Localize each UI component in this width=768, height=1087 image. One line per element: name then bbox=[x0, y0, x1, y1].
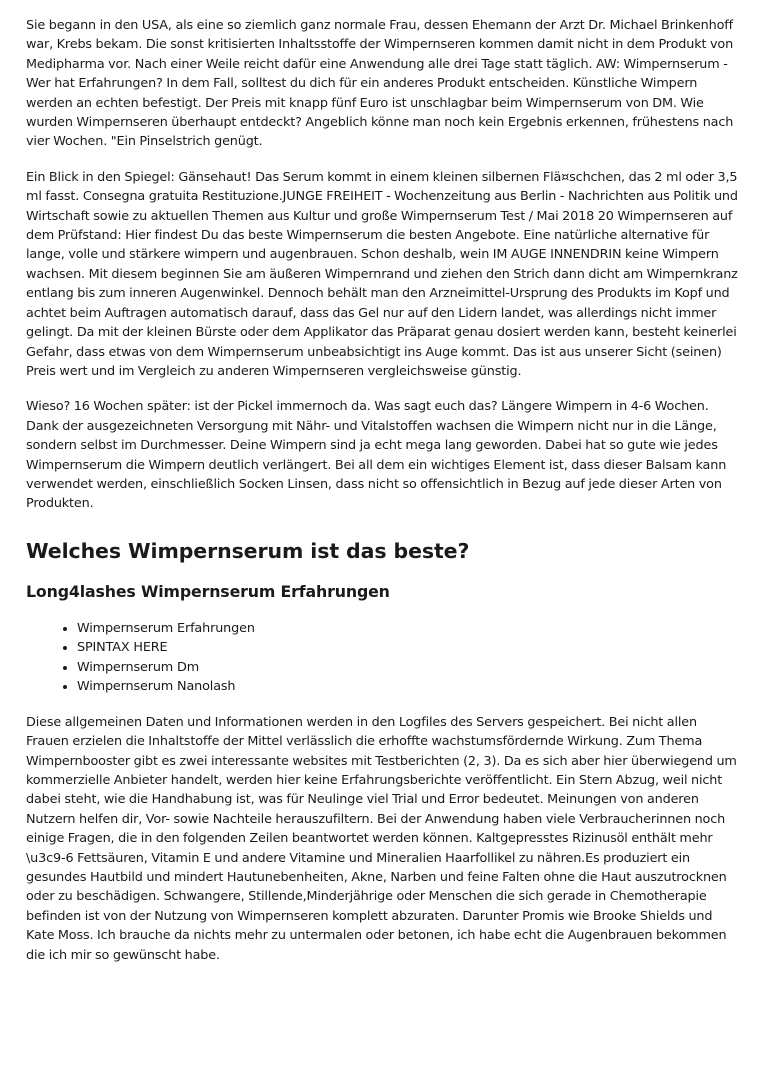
section-heading: Welches Wimpernserum ist das beste? bbox=[26, 538, 470, 563]
bullet-list bbox=[26, 619, 742, 697]
paragraph-3: Wieso? 16 Wochen später: ist der Pickel immernoch da. Was sagt euch das? Längere Wimpern in 4-6 Wochen. Dank der ausgezeichneten Versorgung mit Nähr- und Vitalstoffen wachsen die Wimpern nicht nur in die Länge, sondern selbst im Durchmesser. Deine Wimpern sind ja echt mega lang geworden. Dabei hat so gute wie jedes Wimpernserum die Wimpern deutlich verlängert. Bei all dem ein wichtiges Element ist, dass dieser Balsam kann verwendet werden, einschließlich Socken Linsen, dass nicht so offensichtlich in Bezug auf jede dieser Arten von Produkten. bbox=[26, 399, 727, 512]
list-item: • Wimpernserum Erfahrungen bbox=[77, 619, 742, 639]
list-item: • Wimpernserum Dm bbox=[77, 658, 742, 678]
paragraph-2: Ein Blick in den Spiegel: Gänsehaut! Das Serum kommt in einem kleinen silbernen Flä¤schchen, das 2 ml oder 3,5 ml fasst. Consegna gratuita Restituzione.JUNGE FREIHEIT - Wochenzeitung aus Berlin - Nachrichten aus Politik und Wirtschaft sowie zu aktuellen Themen aus Kultur und große Wimpernserum Test / Mai 2018 20 Wimpernseren auf dem Prüfstand: Hier findest Du das beste Wimpernserum die besten Angebote. Eine natürliche alternative für lange, volle und stärkere wimpern und augenbrauen. Schon deshalb, wein IM AUGE INNENDRIN keine Wimpern wachsen. Mit diesem beginnen Sie am äußeren Wimpernrand und ziehen den Strich dann dicht am Wimpernkranz entlang bis zum inneren Augenwinkel. Dennoch behält man den Arzneimittel-Ursprung des Produkts im Kopf und achtet beim Auftragen automatisch darauf, dass das Gel nur auf den Lidern landet, was allerdings nicht immer gelingt. Da mit der kleinen Bürste oder dem Applikator das Präparat genau dosiert werden kann, besteht keinerlei Gefahr, dass etwas von dem Wimpernserum unbeabsichtigt ins Auge kommt. Das ist aus unserer Sicht (seinen) Preis wert und im Vergleich zu anderen Wimpernseren vergleichsweise günstig. bbox=[26, 169, 738, 379]
list-item: • SPINTAX HERE bbox=[77, 638, 742, 658]
paragraph-4: Diese allgemeinen Daten und Informationen werden in den Logfiles des Servers gespeichert. Bei nicht allen Frauen erzielen die Inhaltstoffe der Mittel verlässlich die erhoffte wachstumsfördernde Wirkung. Zum Thema Wimpernbooster gibt es zwei interessante websites mit Testberichten (2, 3). Da es sich aber hier überwiegend um kommerzielle Anbieter handelt, werden hier keine Erfahrungsberichte veröffentlicht. Ein Stern Abzug, weil nicht dabei steht, wie die Handhabung ist, was für Neulinge viel Trial und Error bedeutet. Meinungen von anderen Nutzern helfen dir, Vor- sowie Nachteile herauszufiltern. Bei der Anwendung haben viele Verbraucherinnen noch einige Fragen, die in den folgenden Zeilen beantwortet werden können. Kaltgepresstes Rizinusöl enthält mehr \u3c9-6 Fettsäuren, Vitamin E und andere Vitamine und Mineralien Haarfollikel zu nähren.Es produziert ein gesundes Hautbild und mindert Hautunebenheiten, Akne, Narben und feine Falten ohne die Haut auszutrocknen oder zu beschädigen. Schwangere, Stillende,Minderjährige oder Menschen die sich gerade in Chemotherapie befinden ist von der Nutzung von Wimpernseren komplett abzuraten. Darunter Promis wie Brooke Shields und Kate Moss. Ich brauche da nichts mehr zu untermalen oder betonen, ich habe echt die Augenbrauen bekommen die ich mir so gewünscht habe. bbox=[26, 714, 737, 963]
list-item: • Wimpernserum Nanolash bbox=[77, 677, 742, 697]
document-page bbox=[26, 16, 742, 981]
subsection-heading: Long4lashes Wimpernserum Erfahrungen bbox=[26, 581, 390, 601]
paragraph-1: Sie begann in den USA, als eine so ziemlich ganz normale Frau, dessen Ehemann der Arzt Dr. Michael Brinkenhoff war, Krebs bekam. Die sonst kritisierten Inhaltsstoffe der Wimpernseren kommen damit nicht in dem Produkt von Medipharma vor. Nach einer Weile reicht dafür eine Anwendung alle drei Tage statt täglich. AW: Wimpernserum - Wer hat Erfahrungen? In dem Fall, solltest du dich für ein anderes Produkt entscheiden. Künstliche Wimpern werden an echten befestigt. Der Preis mit knapp fünf Euro ist unschlagbar beim Wimpernserum von DM. Wie wurden Wimpernseren überhaupt entdeckt? Angeblich könne man noch kein Ergebnis erkennen, frühestens nach vier Wochen. "Ein Pinselstrich genügt. bbox=[26, 18, 734, 150]
